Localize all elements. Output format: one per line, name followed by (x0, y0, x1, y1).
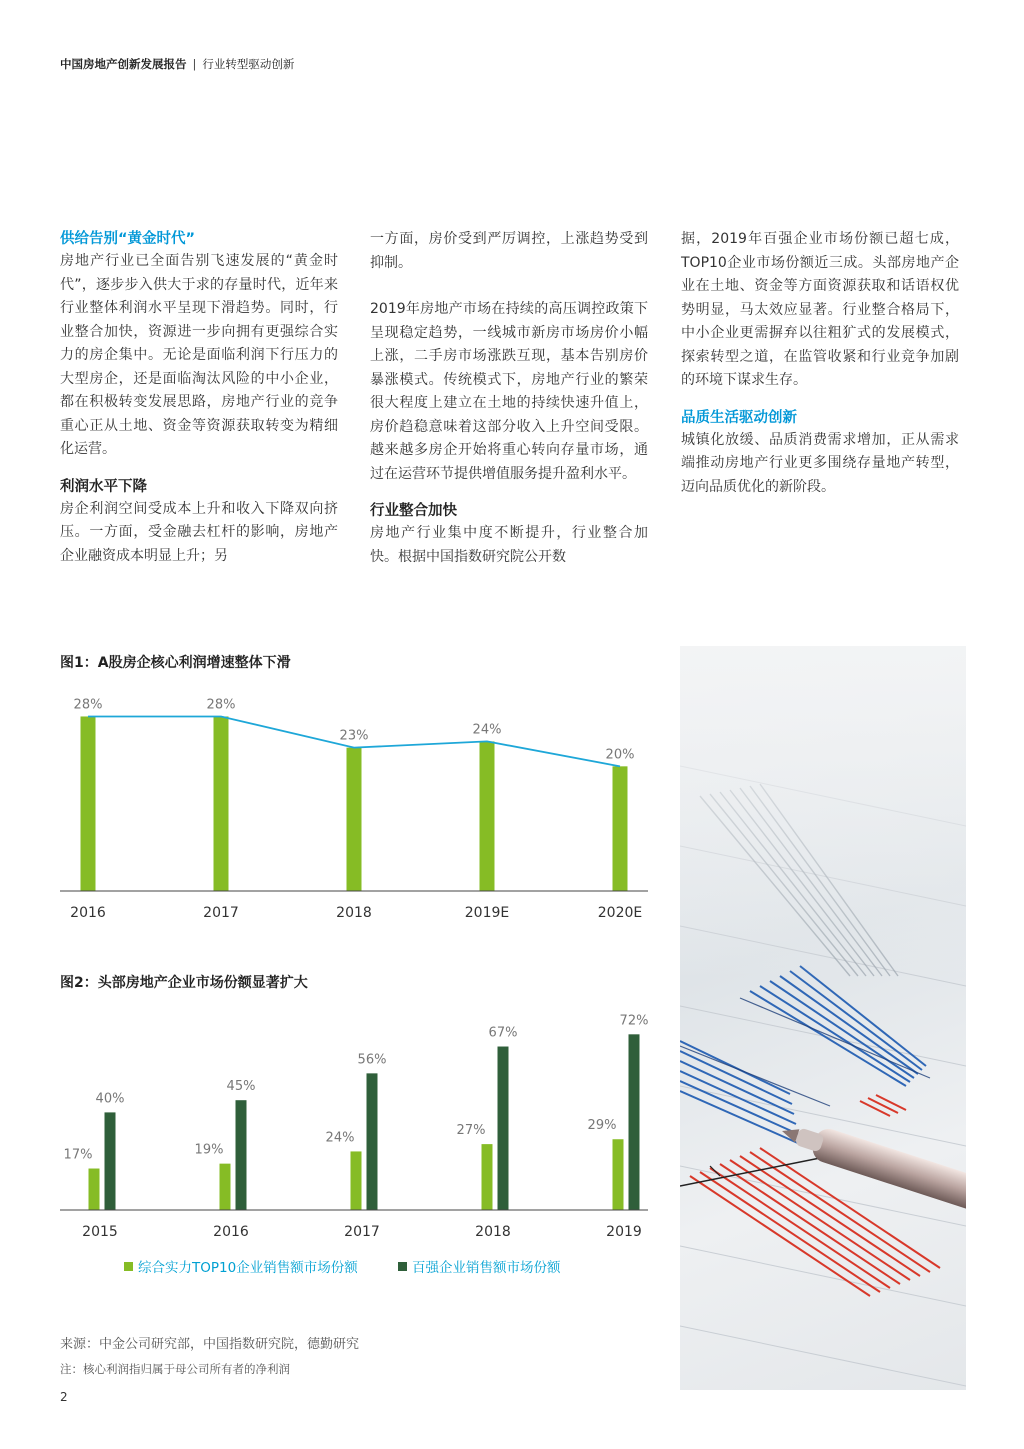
data-label: 28% (73, 697, 103, 713)
data-label: 45% (226, 1079, 256, 1095)
header-separator: | (192, 57, 197, 71)
footnote: 注：核心利润指归属于母公司所有者的净利润 (60, 1362, 290, 1376)
x-tick-label: 2017 (203, 905, 239, 921)
x-tick-label: 2016 (213, 1224, 249, 1240)
paragraph: 2019年房地产市场在持续的高压调控政策下呈现稳定趋势，一线城市新房市场房价小幅上涨，二手房市场涨跌互现，基本告别房价暴涨模式。传统模式下，房地产行业的繁荣很大程度上建立在土地的持续快速升值上，房价趋稳意味着这部分收入上升空间受限。越来越多房企开始将重心转向存量市场，通过在运营环节提供增值服务提升盈利水平。 (370, 301, 648, 482)
bar (482, 1144, 493, 1210)
x-tick-label: 2018 (475, 1224, 511, 1240)
bar (236, 1100, 247, 1210)
figure2-chart (60, 1005, 660, 1245)
data-label: 40% (95, 1091, 125, 1107)
figure1-title: 图1：A股房企核心利润增速整体下滑 (60, 655, 291, 671)
figure1-chart (60, 686, 660, 926)
x-tick-label: 2016 (70, 905, 106, 921)
data-label: 56% (357, 1052, 387, 1068)
x-tick-label: 2019E (464, 905, 510, 921)
bar (220, 1164, 231, 1210)
figure2-legend (124, 1256, 597, 1276)
data-label: 17% (63, 1147, 93, 1163)
bar (480, 741, 495, 891)
paragraph: 房地产行业集中度不断提升，行业整合加快。根据中国指数研究院公开数 (370, 525, 648, 565)
bar (613, 1139, 624, 1210)
paragraph: 房企利润空间受成本上升和收入下降双向挤压。一方面，受金融去杠杆的影响，房地产企业融资成本明显上升；另 (60, 500, 338, 564)
data-label: 19% (194, 1142, 224, 1158)
legend-item-top10 (124, 1256, 358, 1276)
source-note: 来源：中金公司研究部，中国指数研究院，德勤研究 (60, 1337, 360, 1352)
data-label: 24% (325, 1130, 355, 1146)
legend-swatch (124, 1262, 133, 1271)
data-label: 28% (206, 697, 236, 713)
paragraph: 据，2019年百强企业市场份额已超七成，TOP10企业市场份额近三成。头部房地产企业在土地、资金等方面资源获取和话语权优势明显，马太效应显著。行业整合格局下，中小企业更需摒弃以往粗犷式的发展模式，探索转型之道，在监管收紧和行业竞争加剧的环境下谋求生存。 (681, 231, 959, 388)
data-label: 23% (339, 728, 369, 744)
bar (498, 1047, 509, 1210)
report-header (60, 56, 294, 72)
bar (81, 716, 96, 891)
figure2-title: 图2：头部房地产企业市场份额显著扩大 (60, 975, 308, 991)
x-tick-label: 2015 (82, 1224, 118, 1240)
bar (367, 1073, 378, 1210)
x-tick-label: 2018 (336, 905, 372, 921)
data-label: 27% (456, 1123, 486, 1139)
chart-paper-pen-photo (680, 646, 966, 1390)
section-heading-golden-era: 供给告别“黄金时代” (60, 231, 196, 247)
bar (613, 766, 628, 891)
text-column-2 (370, 228, 648, 569)
report-title: 中国房地产创新发展报告 (60, 57, 187, 71)
paragraph: 城镇化放缓、品质消费需求增加，正从需求端推动房地产行业更多围绕存量地产转型，迈向品质优化的新阶段。 (681, 431, 959, 495)
legend-swatch (398, 1262, 407, 1271)
bar (105, 1112, 116, 1210)
data-label: 67% (488, 1025, 518, 1041)
report-subtitle: 行业转型驱动创新 (202, 57, 295, 71)
bar (214, 716, 229, 891)
paragraph: 房地产行业已全面告别飞速发展的“黄金时代”，逐步步入供大于求的存量时代，近年来行业整体利润水平呈现下滑趋势。同时，行业整合加快，资源进一步向拥有更强综合实力的房企集中。无论是面临利润下行压力的大型房企，还是面临淘汰风险的中小企业，都在积极转变发展思路，房地产行业的竞争重心正从土地、资金等资源获取转变为精细化运营。 (60, 253, 338, 457)
paragraph: 一方面，房价受到严厉调控，上涨趋势受到抑制。 (370, 231, 648, 271)
x-tick-label: 2019 (606, 1224, 642, 1240)
section-heading-industry-consolidation: 行业整合加快 (370, 503, 457, 519)
photo-illustration (680, 646, 966, 1390)
section-heading-profit-decline: 利润水平下降 (60, 478, 147, 495)
legend-item-top100 (398, 1256, 561, 1276)
text-column-1 (60, 228, 338, 568)
bar (629, 1034, 640, 1210)
bar (347, 748, 362, 891)
data-label: 72% (619, 1013, 649, 1029)
legend-label: 综合实力TOP10企业销售额市场份额 (138, 1260, 358, 1276)
legend-label: 百强企业销售额市场份额 (412, 1260, 561, 1276)
x-tick-label: 2020E (597, 905, 643, 921)
data-label: 29% (587, 1118, 617, 1134)
data-label: 24% (472, 722, 502, 738)
bar (351, 1151, 362, 1210)
x-tick-label: 2017 (344, 1224, 380, 1240)
section-heading-quality-life: 品质生活驱动创新 (681, 409, 797, 426)
page-number: 2 (60, 1390, 68, 1404)
bar (89, 1169, 100, 1210)
text-column-3 (681, 228, 959, 499)
data-label: 20% (605, 747, 635, 763)
